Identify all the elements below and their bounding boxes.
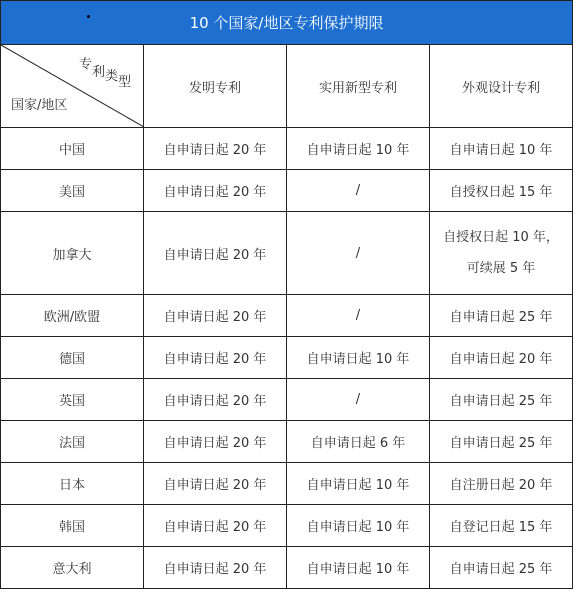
corner-country-label: 国家/地区 <box>11 98 68 113</box>
utility-term-cell: 自申请日起 10 年 <box>287 337 430 379</box>
country-cell: 美国 <box>1 170 144 212</box>
invention-term-cell: 自申请日起 20 年 <box>144 463 287 505</box>
table-title: 10 个国家/地区专利保护期限 <box>189 14 384 32</box>
invention-term-cell: 自申请日起 20 年 <box>144 170 287 212</box>
design-term-cell <box>430 212 573 295</box>
design-term-line: 自授权日起 10 年， <box>443 230 559 245</box>
country-cell: 英国 <box>1 379 144 421</box>
table-row <box>1 295 573 337</box>
table-row <box>1 379 573 421</box>
corner-type-char: 类 <box>104 69 118 84</box>
utility-term-cell: / <box>287 295 430 337</box>
corner-type-char: 型 <box>117 75 131 90</box>
country-cell: 意大利 <box>1 547 144 589</box>
utility-term-cell: 自申请日起 10 年 <box>287 505 430 547</box>
country-cell: 加拿大 <box>1 212 144 295</box>
country-cell: 中国 <box>1 128 144 170</box>
design-term-cell: 自申请日起 10 年 <box>430 128 573 170</box>
invention-term-cell: 自申请日起 20 年 <box>144 547 287 589</box>
invention-term-cell: 自申请日起 20 年 <box>144 128 287 170</box>
title-row <box>1 1 573 45</box>
country-cell: 日本 <box>1 463 144 505</box>
country-cell: 欧洲/欧盟 <box>1 295 144 337</box>
design-term-cell: 自授权日起 15 年 <box>430 170 573 212</box>
utility-term-cell: 自申请日起 10 年 <box>287 128 430 170</box>
country-cell: 法国 <box>1 421 144 463</box>
table-row <box>1 170 573 212</box>
utility-term-cell: 自申请日起 10 年 <box>287 463 430 505</box>
table-row <box>1 547 573 589</box>
invention-term-cell: 自申请日起 20 年 <box>144 505 287 547</box>
table-row <box>1 463 573 505</box>
corner-type-char: 利 <box>91 65 105 80</box>
corner-type-char: 专 <box>78 57 92 72</box>
invention-term-cell: 自申请日起 20 年 <box>144 379 287 421</box>
design-term-cell: 自申请日起 25 年 <box>430 295 573 337</box>
invention-term-cell: 自申请日起 20 年 <box>144 295 287 337</box>
corner-header-cell <box>1 45 144 128</box>
table-row <box>1 337 573 379</box>
decorative-dot <box>87 15 90 18</box>
utility-term-cell: 自申请日起 10 年 <box>287 547 430 589</box>
design-term-cell: 自申请日起 25 年 <box>430 547 573 589</box>
design-term-cell: 自申请日起 25 年 <box>430 421 573 463</box>
design-term-cell: 自申请日起 20 年 <box>430 337 573 379</box>
design-term-cell: 自注册日起 20 年 <box>430 463 573 505</box>
country-cell: 德国 <box>1 337 144 379</box>
invention-term-cell: 自申请日起 20 年 <box>144 421 287 463</box>
utility-term-cell: / <box>287 212 430 295</box>
corner-type-label <box>78 53 131 90</box>
utility-term-cell: / <box>287 170 430 212</box>
column-header-invention: 发明专利 <box>144 45 287 128</box>
country-cell: 韩国 <box>1 505 144 547</box>
utility-term-cell: / <box>287 379 430 421</box>
invention-term-cell: 自申请日起 20 年 <box>144 212 287 295</box>
design-term-line: 可续展 5 年 <box>466 261 536 276</box>
header-row <box>1 45 573 128</box>
column-header-utility: 实用新型专利 <box>287 45 430 128</box>
table-row <box>1 128 573 170</box>
table-title-cell <box>1 1 573 45</box>
table-row <box>1 212 573 295</box>
invention-term-cell: 自申请日起 20 年 <box>144 337 287 379</box>
table-row <box>1 505 573 547</box>
table-row <box>1 421 573 463</box>
design-term-cell: 自登记日起 15 年 <box>430 505 573 547</box>
utility-term-cell: 自申请日起 6 年 <box>287 421 430 463</box>
column-header-design: 外观设计专利 <box>430 45 573 128</box>
design-term-cell: 自申请日起 25 年 <box>430 379 573 421</box>
